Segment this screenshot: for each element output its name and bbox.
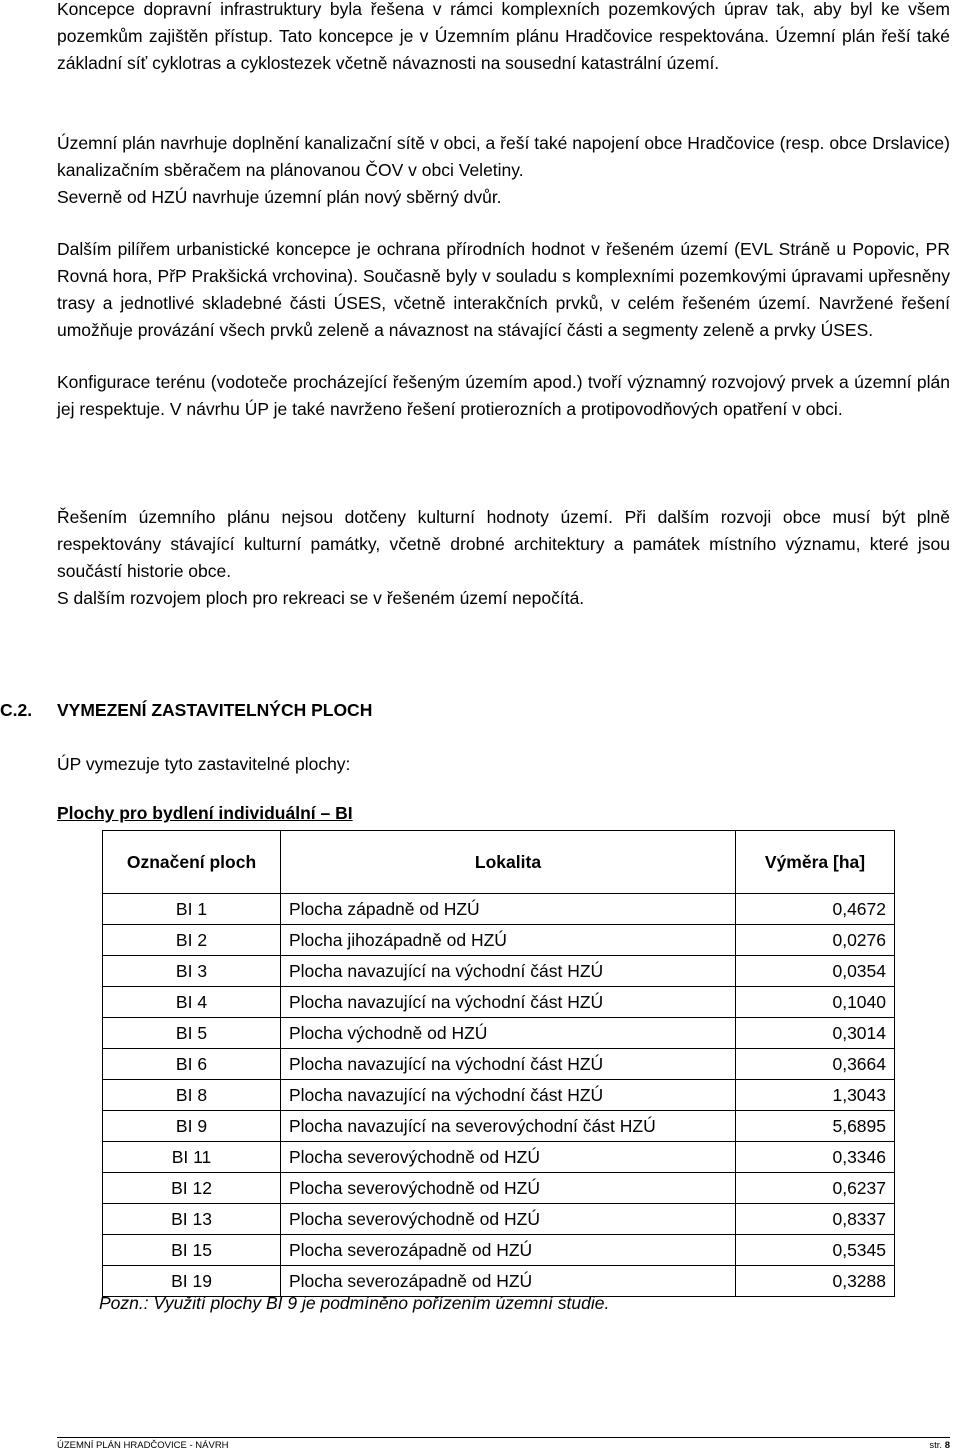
footer-page-number: 8 — [944, 1440, 950, 1451]
footer-title: ÚZEMNÍ PLÁN HRADČOVICE - NÁVRH — [57, 1440, 229, 1451]
paragraph-terrain: Konfigurace terénu (vodoteče procházející řešeným územím apod.) tvoří významný rozvojový prvek a územní plán jej respektuje. V návrhu ÚP je také navrženo řešení protierozních a protipovodňových opatření v obci. — [57, 372, 950, 419]
cell-locality: Plocha navazující na východní část HZÚ — [281, 1049, 736, 1080]
cell-area: 0,1040 — [736, 987, 895, 1018]
cell-designation: BI 19 — [103, 1266, 281, 1297]
paragraph-sewerage: Územní plán navrhuje doplnění kanalizační sítě v obci, a řeší také napojení obce Hradčovice (resp. obce Drslavice) kanalizačním sběračem na plánovanou ČOV v obci Veletiny. — [57, 133, 950, 180]
cell-locality: Plocha navazující na východní část HZÚ — [281, 987, 736, 1018]
cell-designation: BI 11 — [103, 1142, 281, 1173]
section-number: C.2. — [0, 700, 33, 720]
cell-designation: BI 1 — [103, 894, 281, 925]
table-row — [103, 925, 895, 956]
section-heading — [0, 700, 373, 721]
cell-area: 1,3043 — [736, 1080, 895, 1111]
table-row — [103, 956, 895, 987]
cell-designation: BI 3 — [103, 956, 281, 987]
cell-area: 0,8337 — [736, 1204, 895, 1235]
table-row — [103, 1142, 895, 1173]
cell-locality: Plocha navazující na východní část HZÚ — [281, 956, 736, 987]
footer-page-label: str. — [929, 1440, 943, 1451]
cell-area: 0,4672 — [736, 894, 895, 925]
cell-designation: BI 5 — [103, 1018, 281, 1049]
cell-locality: Plocha severozápadně od HZÚ — [281, 1266, 736, 1297]
cell-area: 0,0276 — [736, 925, 895, 956]
cell-locality: Plocha západně od HZÚ — [281, 894, 736, 925]
table-row — [103, 1266, 895, 1297]
cell-designation: BI 9 — [103, 1111, 281, 1142]
paragraph-sewerage-block — [57, 130, 950, 211]
cell-locality: Plocha severovýchodně od HZÚ — [281, 1173, 736, 1204]
table-row — [103, 987, 895, 1018]
cell-locality: Plocha východně od HZÚ — [281, 1018, 736, 1049]
cell-locality: Plocha severovýchodně od HZÚ — [281, 1142, 736, 1173]
cell-area: 0,5345 — [736, 1235, 895, 1266]
cell-locality: Plocha severozápadně od HZÚ — [281, 1235, 736, 1266]
table-row — [103, 1173, 895, 1204]
cell-area: 0,6237 — [736, 1173, 895, 1204]
header-locality: Lokalita — [281, 831, 736, 894]
cell-area: 5,6895 — [736, 1111, 895, 1142]
paragraph-culture-block — [57, 504, 950, 612]
table-row — [103, 894, 895, 925]
cell-locality: Plocha jihozápadně od HZÚ — [281, 925, 736, 956]
cell-area: 0,3346 — [736, 1142, 895, 1173]
table-row — [103, 1235, 895, 1266]
table-row — [103, 1049, 895, 1080]
areas-table — [102, 830, 895, 1297]
table-row — [103, 1080, 895, 1111]
cell-designation: BI 6 — [103, 1049, 281, 1080]
table-body — [103, 894, 895, 1297]
cell-locality: Plocha navazující na východní část HZÚ — [281, 1080, 736, 1111]
cell-locality: Plocha navazující na severovýchodní část HZÚ — [281, 1111, 736, 1142]
cell-area: 0,3288 — [736, 1266, 895, 1297]
cell-designation: BI 2 — [103, 925, 281, 956]
footer-page — [929, 1439, 950, 1452]
cell-area: 0,3664 — [736, 1049, 895, 1080]
table-row — [103, 1018, 895, 1049]
header-designation: Označení ploch — [103, 831, 281, 894]
paragraph-transport: Koncepce dopravní infrastruktury byla řešena v rámci komplexních pozemkových úprav tak, aby byl ke všem pozemkům zajištěn přístup. Tato koncepce je v Územním plánu Hradčovice respektována. Územní plán řeší také základní síť cyklotras a cyklostezek včetně návaznosti na sousední katastrální území. — [57, 0, 950, 73]
cell-designation: BI 13 — [103, 1204, 281, 1235]
table-row — [103, 1204, 895, 1235]
page-footer — [57, 1437, 950, 1451]
paragraph-collection-yard: Severně od HZÚ navrhuje územní plán nový sběrný dvůr. — [57, 187, 502, 207]
paragraph-nature: Dalším pilířem urbanistické koncepce je ochrana přírodních hodnot v řešeném území (EVL Stráně u Popovic, PR Rovná hora, PřP Prakšická vrchovina). Současně byly v souladu s komplexními pozemkovými úpravami upřesněny trasy a jednotlivé skladebné části ÚSES, včetně interakčních prvků, v celém řešeném území. Navržené řešení umožňuje provázání všech prvků zeleně a návaznost na stávající části a segmenty zeleně a prvky ÚSES. — [57, 239, 950, 340]
cell-designation: BI 4 — [103, 987, 281, 1018]
paragraph-recreation: S dalším rozvojem ploch pro rekreaci se v řešeném území nepočítá. — [57, 588, 585, 608]
table-header-row — [103, 831, 895, 894]
cell-area: 0,3014 — [736, 1018, 895, 1049]
table-note: Pozn.: Využití plochy BI 9 je podmíněno pořízením územní studie. — [99, 1293, 610, 1313]
subheading-bi: Plochy pro bydlení individuální – BI — [57, 803, 353, 823]
cell-area: 0,0354 — [736, 956, 895, 987]
header-area: Výměra [ha] — [736, 831, 895, 894]
cell-designation: BI 8 — [103, 1080, 281, 1111]
table-row — [103, 1111, 895, 1142]
intro-text: ÚP vymezuje tyto zastavitelné plochy: — [57, 754, 351, 774]
cell-locality: Plocha severovýchodně od HZÚ — [281, 1204, 736, 1235]
section-title: VYMEZENÍ ZASTAVITELNÝCH PLOCH — [57, 700, 373, 720]
cell-designation: BI 15 — [103, 1235, 281, 1266]
cell-designation: BI 12 — [103, 1173, 281, 1204]
paragraph-culture: Řešením územního plánu nejsou dotčeny kulturní hodnoty území. Při dalším rozvoji obce musí být plně respektovány stávající kulturní památky, včetně drobné architektury a památek místního významu, které jsou součástí historie obce. — [57, 507, 950, 581]
